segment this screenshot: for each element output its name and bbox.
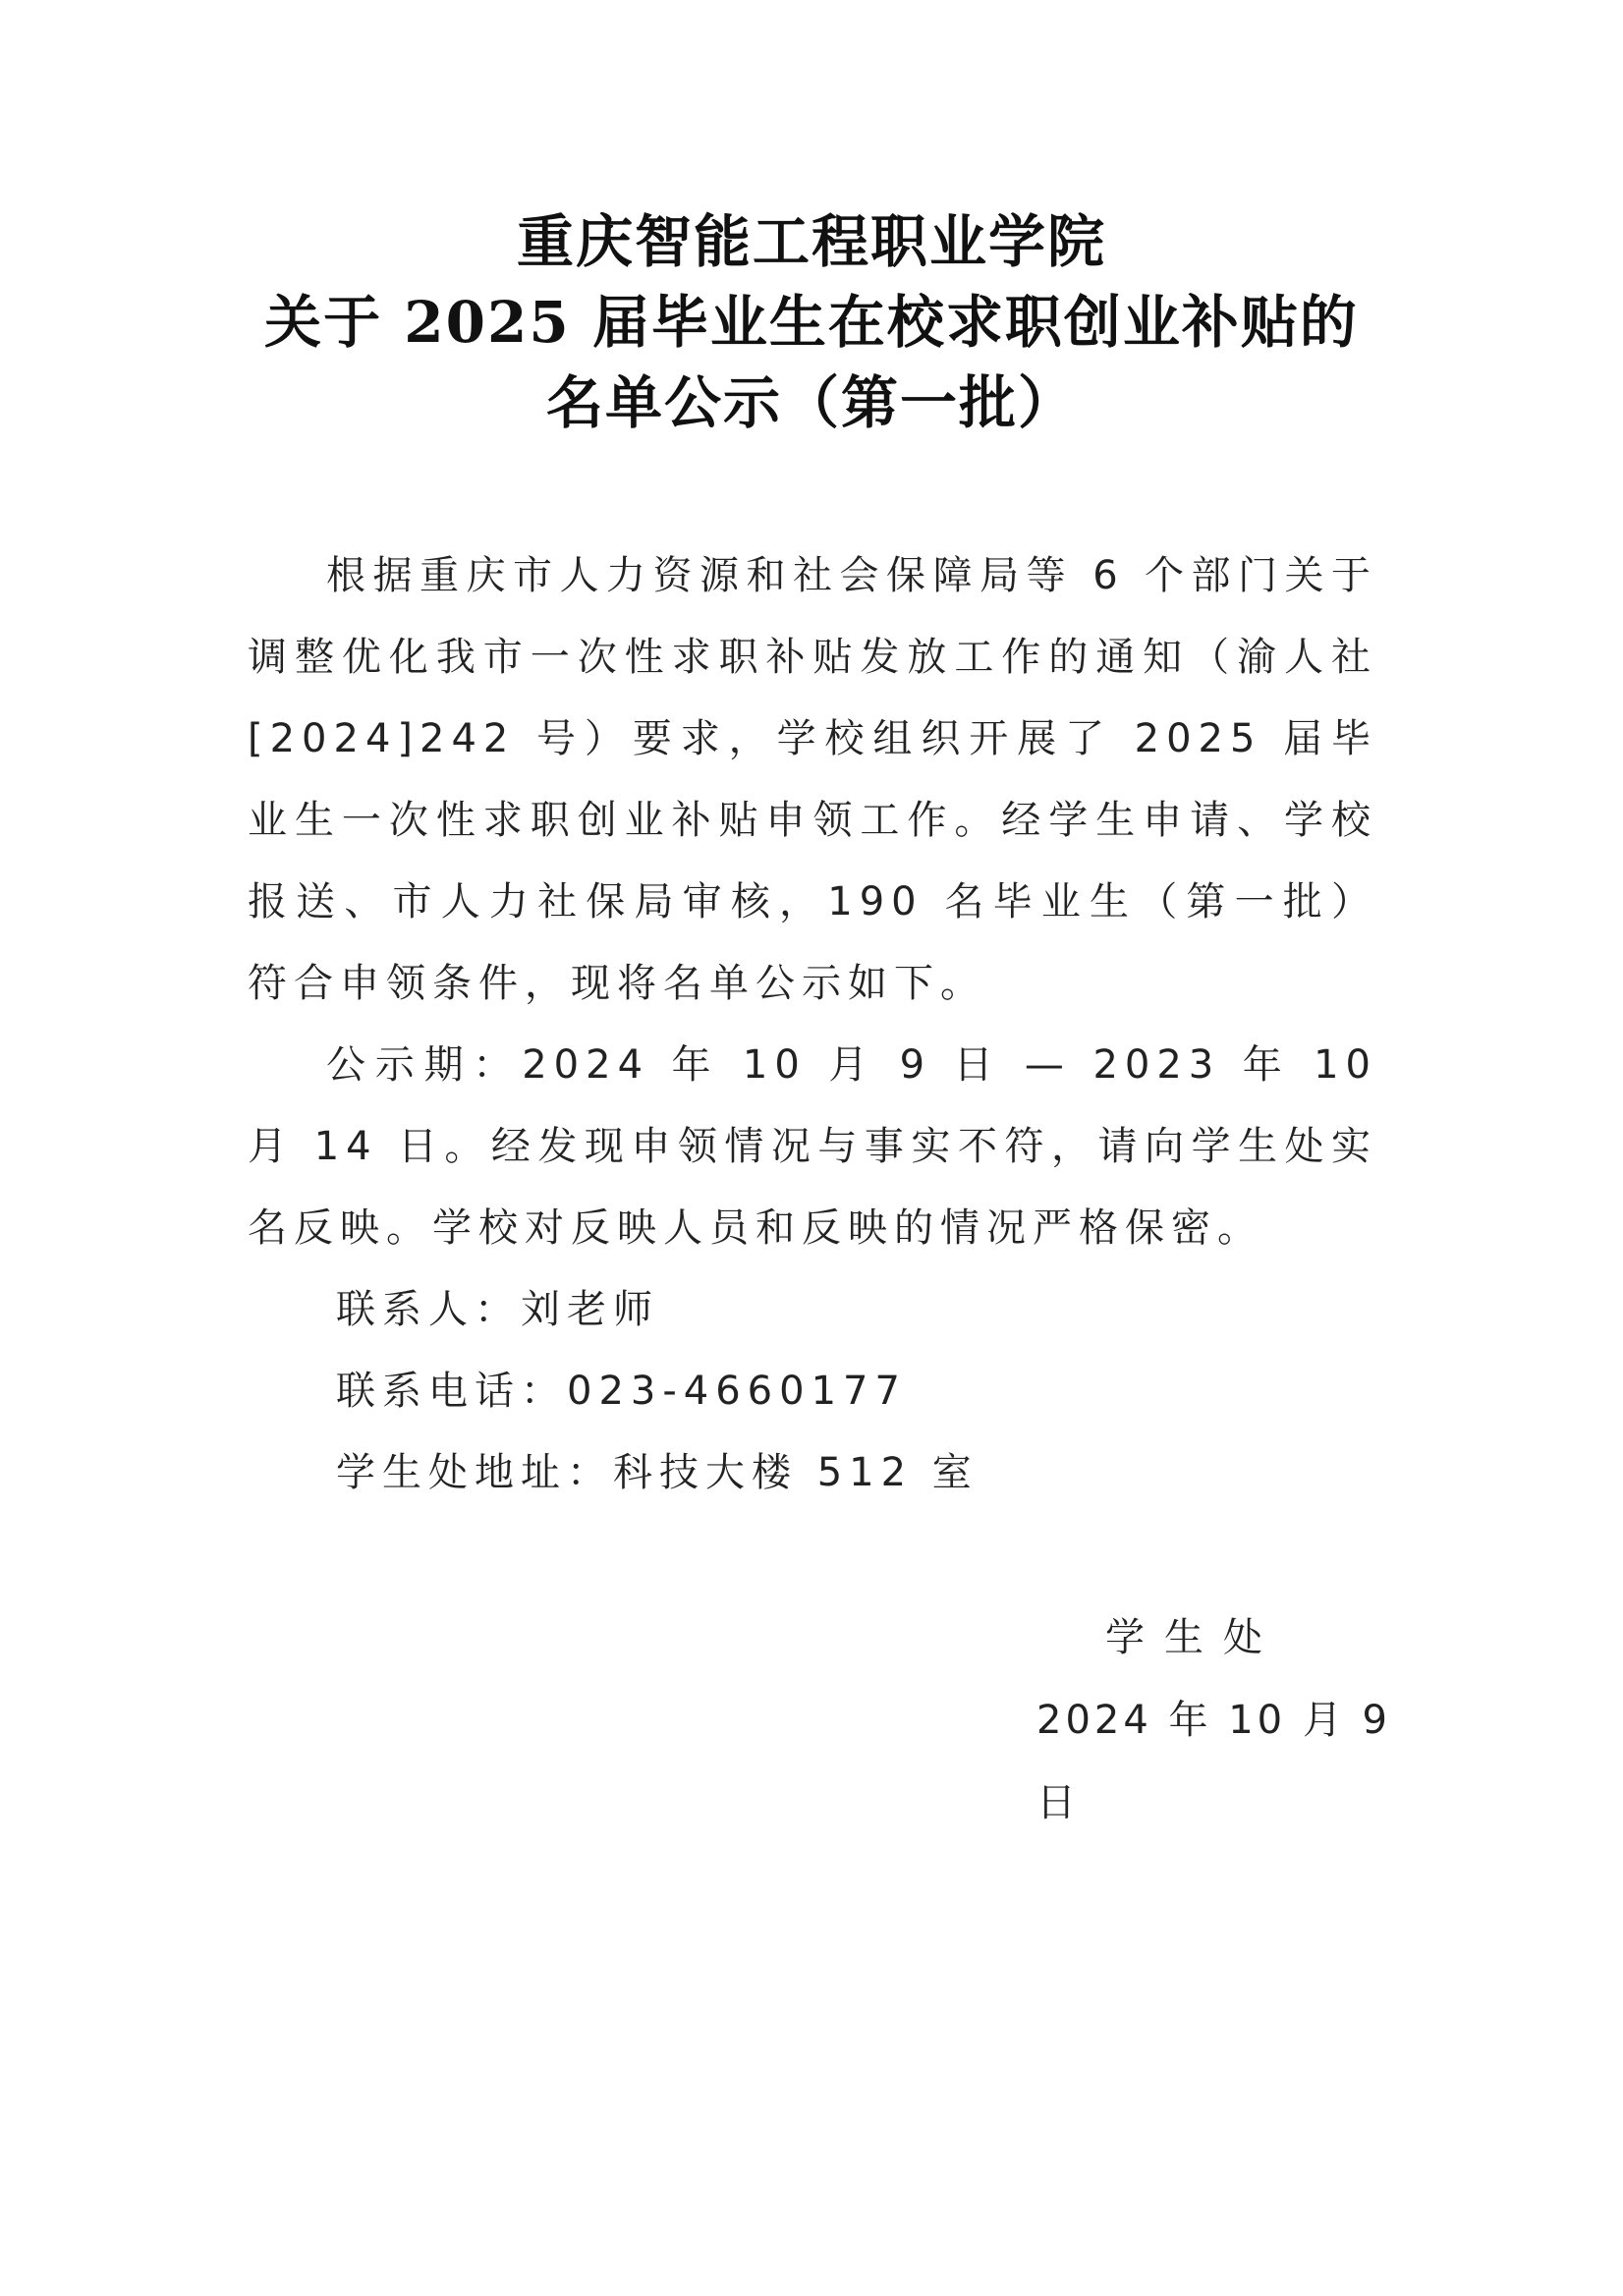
paragraph-publicity-period: 公示期：2024 年 10 月 9 日 — 2023 年 10 月 14 日。经发现申领情况与事实不符，请向学生处实名反映。学校对反映人员和反映的情况严格保密。 [248, 1042, 1377, 1251]
contact-person: 联系人：刘老师 [336, 1287, 659, 1332]
signature-department: 学生处 [1105, 1615, 1282, 1660]
document-title [0, 201, 1623, 443]
document-body [248, 535, 1377, 1514]
signature-date: 2024 年 10 月 9 日 [1036, 1698, 1392, 1825]
paragraph-basis: 根据重庆市人力资源和社会保障局等 6 个部门关于调整优化我市一次性求职补贴发放工作的通知（渝人社[2024]242 号）要求，学校组织开展了 2025 届毕业生一次性求职创业补贴申领工作。经学生申请、学校报送、市人力社保局审核，190 名毕业生（第一批）符合申领条件，现将名单公示如下。 [248, 553, 1377, 1006]
title-line-school: 重庆智能工程职业学院 [516, 208, 1106, 275]
signature-block [982, 1596, 1395, 1844]
contact-phone: 联系电话：023-4660177 [336, 1369, 907, 1414]
title-line-notice: 名单公示（第一批） [545, 369, 1077, 436]
title-line-subject: 关于 2025 届毕业生在校求职创业补贴的 [264, 289, 1359, 356]
office-address: 学生处地址：科技大楼 512 室 [336, 1450, 979, 1495]
